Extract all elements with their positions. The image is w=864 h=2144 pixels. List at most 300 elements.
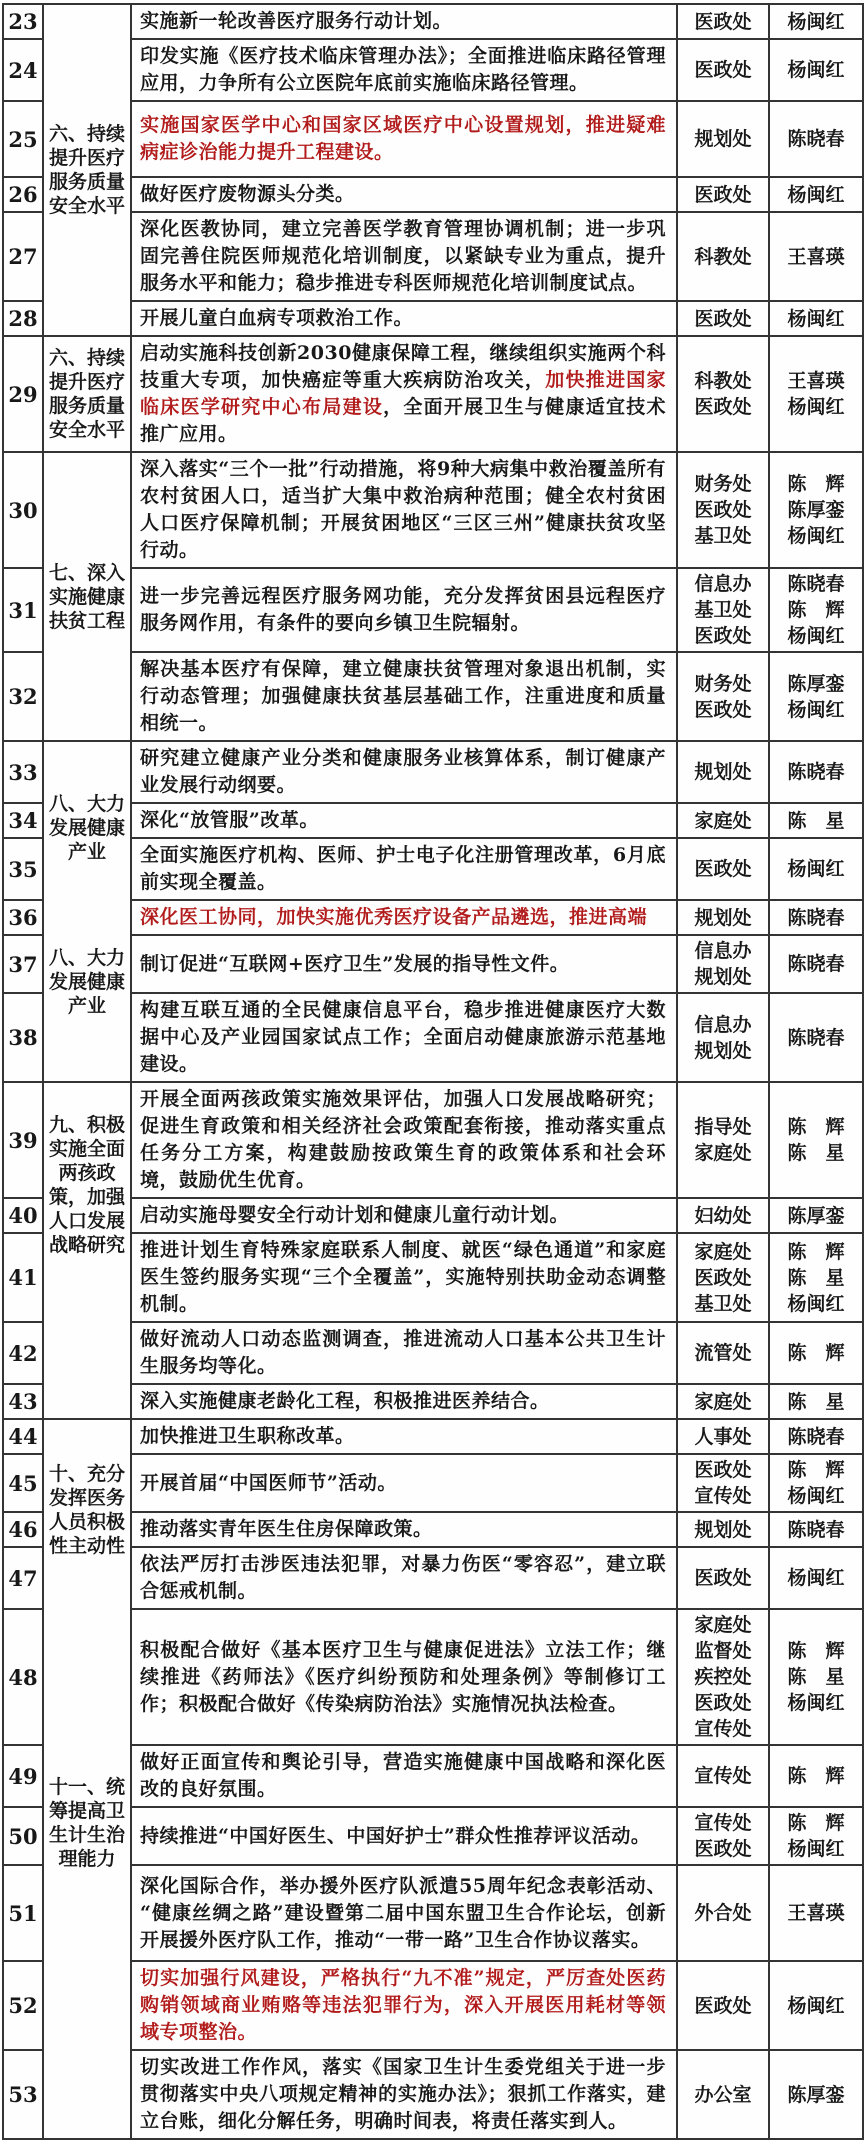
table-row xyxy=(3,741,863,803)
department-cell xyxy=(677,4,769,39)
person-label: 杨闽红 xyxy=(787,183,845,206)
department-cell xyxy=(677,1745,769,1807)
row-number: 50 xyxy=(8,1823,38,1849)
department-label: 信息办 xyxy=(694,940,752,962)
department-cell xyxy=(677,212,769,301)
person-label: 陈 星 xyxy=(787,1390,845,1413)
row-number-cell xyxy=(3,212,43,301)
task-cell xyxy=(131,1865,677,1961)
row-number: 31 xyxy=(8,597,38,623)
department-label: 家庭处 xyxy=(694,1240,752,1263)
task-cell xyxy=(131,1322,677,1384)
person-label: 陈晓春 xyxy=(787,1518,845,1541)
person-cell xyxy=(769,39,863,101)
department-label: 妇幼处 xyxy=(694,1204,752,1227)
person-cell xyxy=(769,568,863,652)
person-cell xyxy=(769,1384,863,1419)
task-cell xyxy=(131,741,677,803)
task-text: 积极配合做好《基本医疗卫生与健康促进法》立法工作；继续推进《药师法》《医疗纠纷预防和处理条例》等制修订工作；积极配合做好《传染病防治法》实施情况执法检查。 xyxy=(140,1638,666,1715)
department-label: 指导处 xyxy=(694,1116,752,1138)
department-label: 信息办 xyxy=(694,1013,752,1036)
task-text: 解决基本医疗有保障，建立健康扶贫管理对象退出机制，实行动态管理；加强健康扶贫基层基础工作，注重进度和质量相统一。 xyxy=(140,658,666,734)
department-label: 规划处 xyxy=(694,128,752,150)
person-label: 陈晓春 xyxy=(787,953,845,975)
row-number-cell xyxy=(3,900,43,935)
task-text: 做好流动人口动态监测调查，推进流动人口基本公共卫生计生服务均等化。 xyxy=(140,1328,666,1377)
department-label: 宣传处 xyxy=(694,1718,752,1740)
row-number: 48 xyxy=(8,1664,38,1690)
task-text: 推进计划生育特殊家庭联系人制度、就医“绿色通道”和家庭医生签约服务实现“三个全覆盖”，实施特别扶助金动态调整机制。 xyxy=(140,1239,666,1315)
department-label: 规划处 xyxy=(694,1039,752,1062)
department-cell xyxy=(677,1198,769,1233)
person-label: 杨闽红 xyxy=(787,525,845,547)
person-cell xyxy=(769,1807,863,1865)
department-label: 科教处 xyxy=(694,370,752,392)
row-number: 27 xyxy=(8,244,38,269)
table-row xyxy=(3,177,863,212)
row-number-cell xyxy=(3,935,43,993)
person-label: 陈 辉 xyxy=(787,599,845,621)
department-cell xyxy=(677,1609,769,1745)
task-text: 切实改进工作作风，落实《国家卫生计生委党组关于进一步贯彻落实中央八项规定精神的实施办法》；狠抓工作落实，建立台账，细化分解任务，明确时间表，将责任落实到人。 xyxy=(140,2056,666,2132)
person-cell xyxy=(769,336,863,452)
task-text: 研究建立健康产业分类和健康服务业核算体系，制订健康产业发展行动纲要。 xyxy=(140,747,666,796)
table-row xyxy=(3,1384,863,1419)
task-text: 加快推进卫生职称改革。 xyxy=(140,1425,355,1447)
table-row xyxy=(3,1807,863,1865)
task-text: 印发实施《医疗技术临床管理办法》；全面推进临床路径管理应用，力争所有公立医院年底前实施临床路径管理。 xyxy=(140,45,666,94)
department-cell xyxy=(677,935,769,993)
row-number: 40 xyxy=(8,1203,38,1228)
task-text-highlighted: 实施国家医学中心和国家区域医疗中心设置规划，推进疑难病症诊治能力提升工程建设。 xyxy=(140,114,666,163)
person-cell xyxy=(769,1512,863,1547)
department-label: 宣传处 xyxy=(694,1812,752,1834)
person-label: 陈 辉 xyxy=(787,1459,845,1481)
department-cell xyxy=(677,1233,769,1322)
row-number-cell xyxy=(3,1082,43,1198)
department-label: 规划处 xyxy=(694,761,752,783)
department-label: 医政处 xyxy=(694,1994,752,2017)
table-row xyxy=(3,1865,863,1961)
department-label: 医政处 xyxy=(694,1567,752,1589)
task-cell xyxy=(131,1454,677,1512)
task-text: 深化医教协同，建立完善医学教育管理协调机制；进一步巩固完善住院医师规范化培训制度，以紧缺专业为重点，提升服务水平和能力；稳步推进专科医师规范化培训制度试点。 xyxy=(140,218,666,294)
department-label: 医政处 xyxy=(694,59,752,81)
person-label: 王喜瑛 xyxy=(787,245,845,268)
task-text: 开展首届“中国医师节”活动。 xyxy=(140,1471,397,1494)
task-text: 依法严厉打击涉医违法犯罪，对暴力伤医“零容忍”，建立联合惩戒机制。 xyxy=(140,1553,666,1602)
row-number: 46 xyxy=(8,1517,38,1542)
department-cell xyxy=(677,838,769,900)
category-label: 九、积极实施全面两孩政策，加强人口发展战略研究 xyxy=(48,1114,125,1256)
department-cell xyxy=(677,1865,769,1961)
person-label: 陈 星 xyxy=(787,1266,845,1289)
work-plan-table xyxy=(2,3,864,2140)
department-cell xyxy=(677,452,769,568)
row-number: 24 xyxy=(8,57,38,83)
category-label: 七、深入实施健康扶贫工程 xyxy=(48,561,125,632)
table-row xyxy=(3,1961,863,2050)
task-cell xyxy=(131,1512,677,1547)
table-row xyxy=(3,2050,863,2139)
row-number: 49 xyxy=(8,1763,38,1789)
department-label: 监督处 xyxy=(694,1640,752,1662)
person-cell xyxy=(769,935,863,993)
task-cell xyxy=(131,1961,677,2050)
department-label: 医政处 xyxy=(694,396,752,418)
task-cell xyxy=(131,336,677,452)
person-label: 陈厚銮 xyxy=(787,2083,845,2106)
department-label: 规划处 xyxy=(694,966,752,988)
table-row xyxy=(3,1454,863,1512)
department-label: 医政处 xyxy=(694,1266,752,1289)
person-cell xyxy=(769,1233,863,1322)
row-number-cell xyxy=(3,1198,43,1233)
department-cell xyxy=(677,1512,769,1547)
department-label: 人事处 xyxy=(694,1425,752,1448)
task-cell xyxy=(131,39,677,101)
person-label: 杨闽红 xyxy=(787,625,845,647)
row-number-cell xyxy=(3,2050,43,2139)
department-label: 基卫处 xyxy=(694,1292,752,1315)
person-label: 陈 辉 xyxy=(787,473,845,495)
row-number-cell xyxy=(3,336,43,452)
row-number: 26 xyxy=(8,182,38,207)
table-row xyxy=(3,1233,863,1322)
work-plan-table-body xyxy=(3,4,863,2139)
row-number-cell xyxy=(3,1454,43,1512)
row-number: 47 xyxy=(8,1565,38,1591)
department-label: 医政处 xyxy=(694,1692,752,1714)
person-cell xyxy=(769,741,863,803)
department-cell xyxy=(677,803,769,838)
table-row xyxy=(3,301,863,336)
table-row xyxy=(3,212,863,301)
row-number: 41 xyxy=(8,1265,38,1290)
person-cell xyxy=(769,1745,863,1807)
row-number-cell xyxy=(3,1322,43,1384)
row-number: 51 xyxy=(8,1900,38,1926)
row-number-cell xyxy=(3,803,43,838)
task-cell xyxy=(131,652,677,741)
task-text: 推动落实青年医生住房保障政策。 xyxy=(140,1518,433,1540)
category-cell xyxy=(43,452,131,741)
task-cell xyxy=(131,803,677,838)
department-label: 医政处 xyxy=(694,1459,752,1481)
task-cell xyxy=(131,1745,677,1807)
row-number-cell xyxy=(3,993,43,1082)
task-text-highlighted: 切实加强行风建设，严格执行“九不准”规定，严厉查处医药购销领域商业贿赂等违法犯罪行为，深入开展医用耗材等领域专项整治。 xyxy=(140,1967,666,2043)
person-cell xyxy=(769,101,863,177)
category-label: 八、大力发展健康产业 xyxy=(48,793,125,863)
department-label: 家庭处 xyxy=(694,809,752,832)
category-label: 六、持续提升医疗服务质量安全水平 xyxy=(48,347,125,441)
department-label: 科教处 xyxy=(694,245,752,268)
person-cell xyxy=(769,803,863,838)
person-label: 陈晓春 xyxy=(787,128,845,150)
person-cell xyxy=(769,1419,863,1454)
table-row xyxy=(3,993,863,1082)
department-label: 宣传处 xyxy=(694,1765,752,1787)
task-cell xyxy=(131,838,677,900)
department-label: 信息办 xyxy=(694,573,752,595)
department-label: 疾控处 xyxy=(694,1666,752,1688)
person-label: 陈厚銮 xyxy=(787,672,845,695)
department-label: 家庭处 xyxy=(694,1142,752,1164)
category-cell xyxy=(43,1419,131,2139)
person-label: 王喜瑛 xyxy=(787,1902,845,1924)
row-number: 53 xyxy=(8,2082,38,2107)
row-number: 52 xyxy=(8,1993,38,2018)
person-label: 陈晓春 xyxy=(787,761,845,783)
task-cell xyxy=(131,1609,677,1745)
person-label: 杨闽红 xyxy=(787,1292,845,1315)
category-label: 十一、统筹提高卫生计生治理能力 xyxy=(48,1776,125,1870)
row-number-cell xyxy=(3,568,43,652)
category-cell xyxy=(43,741,131,1082)
table-row xyxy=(3,101,863,177)
department-label: 医政处 xyxy=(694,858,752,880)
table-row xyxy=(3,336,863,452)
task-text: 构建互联互通的全民健康信息平台，稳步推进健康医疗大数据中心及产业园国家试点工作；全面启动健康旅游示范基地建设。 xyxy=(140,999,666,1075)
person-label: 陈晓春 xyxy=(787,1026,845,1049)
person-label: 陈 辉 xyxy=(787,1116,845,1138)
person-label: 陈 辉 xyxy=(787,1765,845,1787)
row-number-cell xyxy=(3,838,43,900)
table-row xyxy=(3,652,863,741)
category-cell xyxy=(43,1082,131,1419)
row-number-cell xyxy=(3,1961,43,2050)
department-cell xyxy=(677,1961,769,2050)
table-row xyxy=(3,838,863,900)
department-label: 规划处 xyxy=(694,906,752,929)
row-number: 36 xyxy=(8,905,38,930)
person-cell xyxy=(769,1609,863,1745)
task-text: 做好正面宣传和舆论引导，营造实施健康中国战略和深化医改的良好氛围。 xyxy=(140,1751,666,1800)
person-cell xyxy=(769,1865,863,1961)
person-cell xyxy=(769,452,863,568)
department-cell xyxy=(677,177,769,212)
row-number: 29 xyxy=(8,381,38,407)
person-label: 陈厚銮 xyxy=(787,499,845,521)
person-label: 杨闽红 xyxy=(787,858,845,880)
task-cell xyxy=(131,1082,677,1198)
row-number-cell xyxy=(3,652,43,741)
task-cell xyxy=(131,1547,677,1609)
task-text: 启动实施母婴安全行动计划和健康儿童行动计划。 xyxy=(140,1204,570,1226)
person-label: 杨闽红 xyxy=(787,59,845,81)
table-row xyxy=(3,935,863,993)
task-cell xyxy=(131,177,677,212)
task-text-highlighted: 深化医工协同，加快实施优秀医疗设备产品遴选，推进高端 xyxy=(140,906,648,928)
task-text: 深入实施健康老龄化工程，积极推进医养结合。 xyxy=(140,1390,550,1412)
person-label: 杨闽红 xyxy=(787,1567,845,1589)
row-number-cell xyxy=(3,177,43,212)
person-cell xyxy=(769,2050,863,2139)
table-row xyxy=(3,39,863,101)
department-label: 基卫处 xyxy=(694,599,752,621)
row-number-cell xyxy=(3,1547,43,1609)
table-row xyxy=(3,1547,863,1609)
row-number-cell xyxy=(3,39,43,101)
row-number: 38 xyxy=(8,1025,38,1050)
department-label: 医政处 xyxy=(694,625,752,647)
person-label: 陈 星 xyxy=(787,1142,845,1164)
table-row xyxy=(3,1419,863,1454)
row-number-cell xyxy=(3,1865,43,1961)
person-cell xyxy=(769,1322,863,1384)
row-number-cell xyxy=(3,1745,43,1807)
person-cell xyxy=(769,4,863,39)
task-cell xyxy=(131,935,677,993)
row-number: 34 xyxy=(8,808,38,833)
row-number-cell xyxy=(3,1609,43,1745)
department-cell xyxy=(677,993,769,1082)
department-cell xyxy=(677,101,769,177)
department-cell xyxy=(677,39,769,101)
person-label: 陈 星 xyxy=(787,809,845,832)
task-cell xyxy=(131,993,677,1082)
task-text: 开展儿童白血病专项救治工作。 xyxy=(140,307,414,329)
person-label: 杨闽红 xyxy=(787,307,845,330)
task-text: 启动实施科技创新2030健康保障工程，继续组织实施两个科技重大专项，加快癌症等重大疾病防治攻关， xyxy=(140,342,666,391)
row-number: 25 xyxy=(8,126,38,152)
row-number: 23 xyxy=(8,9,38,34)
person-cell xyxy=(769,1454,863,1512)
table-row xyxy=(3,4,863,39)
person-label: 杨闽红 xyxy=(787,1838,845,1860)
category-label: 六、持续提升医疗服务质量安全水平 xyxy=(48,123,125,217)
table-row xyxy=(3,803,863,838)
task-cell xyxy=(131,212,677,301)
row-number: 28 xyxy=(8,306,38,331)
person-label: 王喜瑛 xyxy=(787,370,845,392)
department-cell xyxy=(677,1454,769,1512)
person-label: 杨闽红 xyxy=(787,1485,845,1507)
person-label: 陈 辉 xyxy=(787,1240,845,1263)
person-cell xyxy=(769,177,863,212)
department-cell xyxy=(677,301,769,336)
task-text: 做好医疗废物源头分类。 xyxy=(140,183,355,205)
department-cell xyxy=(677,1384,769,1419)
table-row xyxy=(3,1082,863,1198)
task-text-highlighted: 加快推进国家临床医学研究中心布局建设 xyxy=(140,369,666,418)
row-number-cell xyxy=(3,301,43,336)
table-row xyxy=(3,900,863,935)
department-label: 医政处 xyxy=(694,10,752,33)
row-number: 33 xyxy=(8,759,38,785)
person-label: 杨闽红 xyxy=(787,1994,845,2017)
person-label: 陈 星 xyxy=(787,1666,845,1688)
department-label: 医政处 xyxy=(694,499,752,521)
task-cell xyxy=(131,301,677,336)
row-number-cell xyxy=(3,101,43,177)
row-number: 45 xyxy=(8,1470,38,1496)
department-cell xyxy=(677,652,769,741)
person-cell xyxy=(769,212,863,301)
row-number-cell xyxy=(3,1419,43,1454)
row-number: 32 xyxy=(8,684,38,709)
department-label: 财务处 xyxy=(694,672,752,695)
department-label: 家庭处 xyxy=(694,1614,752,1636)
person-cell xyxy=(769,301,863,336)
task-cell xyxy=(131,1384,677,1419)
department-label: 办公室 xyxy=(694,2083,752,2106)
task-text: 深化国际合作，举办援外医疗队派遣55周年纪念表彰活动、“健康丝绸之路”建设暨第二届中国东盟卫生合作论坛，创新开展援外医疗队工作，推动“一带一路”卫生合作协议落实。 xyxy=(140,1874,666,1951)
department-label: 流管处 xyxy=(694,1342,752,1364)
row-number: 35 xyxy=(8,856,38,882)
category-cell xyxy=(43,336,131,452)
row-number-cell xyxy=(3,1807,43,1865)
department-cell xyxy=(677,1807,769,1865)
task-cell xyxy=(131,1807,677,1865)
row-number-cell xyxy=(3,4,43,39)
department-label: 规划处 xyxy=(694,1518,752,1541)
table-row xyxy=(3,1322,863,1384)
person-cell xyxy=(769,993,863,1082)
department-cell xyxy=(677,1419,769,1454)
row-number: 39 xyxy=(8,1127,38,1153)
task-cell xyxy=(131,1198,677,1233)
person-cell xyxy=(769,900,863,935)
person-label: 陈晓春 xyxy=(787,573,845,595)
department-cell xyxy=(677,2050,769,2139)
category-label: 十、充分发挥医务人员积极性主动性 xyxy=(48,1463,125,1557)
person-label: 陈 辉 xyxy=(787,1640,845,1662)
table-row xyxy=(3,1609,863,1745)
department-label: 医政处 xyxy=(694,183,752,206)
task-cell xyxy=(131,452,677,568)
task-cell xyxy=(131,900,677,935)
task-cell xyxy=(131,1233,677,1322)
row-number: 43 xyxy=(8,1389,38,1414)
row-number-cell xyxy=(3,1384,43,1419)
department-label: 财务处 xyxy=(694,473,752,495)
task-cell xyxy=(131,1419,677,1454)
department-label: 外合处 xyxy=(694,1902,752,1924)
department-label: 医政处 xyxy=(694,698,752,721)
person-label: 陈晓春 xyxy=(787,1425,845,1448)
person-cell xyxy=(769,652,863,741)
category-label: 八、大力发展健康产业 xyxy=(48,947,125,1017)
person-cell xyxy=(769,838,863,900)
person-label: 陈晓春 xyxy=(787,906,845,929)
person-cell xyxy=(769,1082,863,1198)
task-text: 深入落实“三个一批”行动措施，将9种大病集中救治覆盖所有农村贫困人口，适当扩大集中救治病种范围；健全农村贫困人口医疗保障机制；开展贫困地区“三区三州”健康扶贫攻坚行动。 xyxy=(140,458,666,561)
row-number: 30 xyxy=(8,497,38,523)
row-number: 42 xyxy=(8,1340,38,1366)
row-number: 37 xyxy=(8,951,38,977)
department-label: 宣传处 xyxy=(694,1485,752,1507)
task-cell xyxy=(131,4,677,39)
person-label: 杨闽红 xyxy=(787,10,845,33)
department-label: 基卫处 xyxy=(694,525,752,547)
department-label: 家庭处 xyxy=(694,1390,752,1413)
category-cell xyxy=(43,4,131,336)
department-cell xyxy=(677,1547,769,1609)
department-cell xyxy=(677,336,769,452)
department-cell xyxy=(677,741,769,803)
department-cell xyxy=(677,568,769,652)
task-text: 持续推进“中国好医生、中国好护士”群众性推荐评议活动。 xyxy=(140,1824,651,1847)
department-cell xyxy=(677,1322,769,1384)
table-row xyxy=(3,568,863,652)
person-cell xyxy=(769,1961,863,2050)
department-label: 医政处 xyxy=(694,307,752,330)
task-text: 制订促进“互联网+医疗卫生”发展的指导性文件。 xyxy=(140,952,570,975)
person-cell xyxy=(769,1547,863,1609)
row-number-cell xyxy=(3,452,43,568)
